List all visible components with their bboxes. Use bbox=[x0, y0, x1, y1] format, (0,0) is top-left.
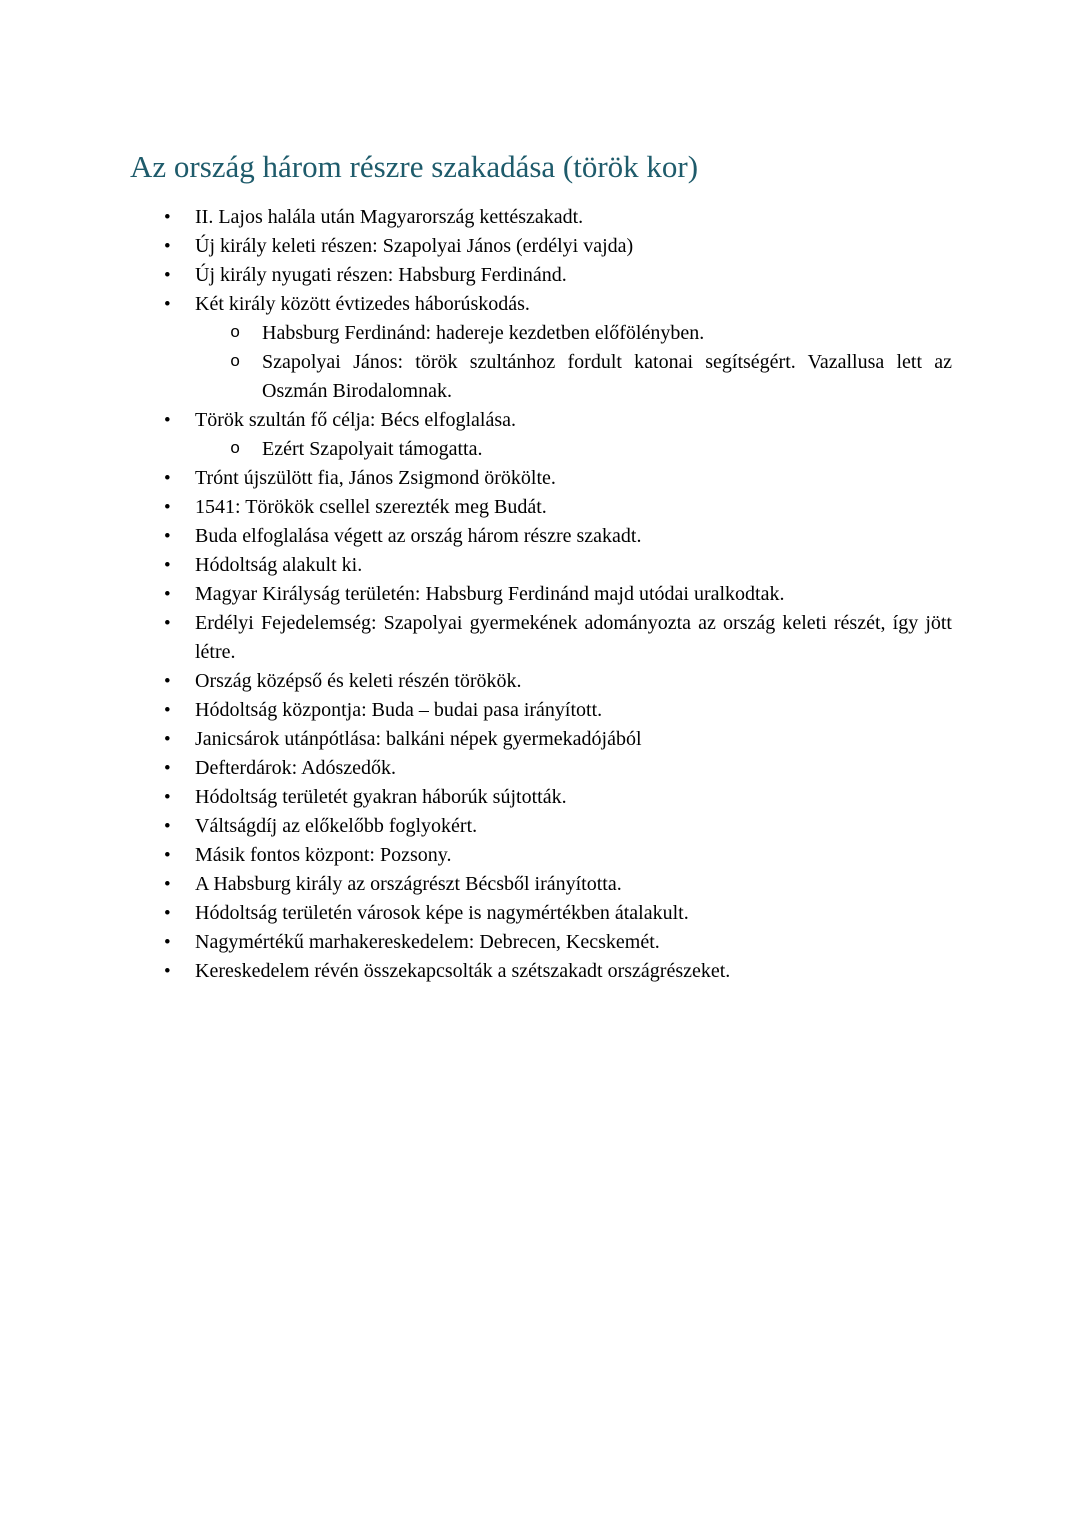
bullet-icon: • bbox=[164, 960, 171, 982]
list-item-text: Hódoltság területén városok képe is nagymértékben átalakult. bbox=[195, 901, 689, 924]
bullet-icon: • bbox=[164, 902, 171, 924]
list-item-text: Két király között évtizedes háborúskodás. bbox=[195, 292, 530, 315]
list-item-text: Hódoltság központja: Buda – budai pasa irányított. bbox=[195, 698, 603, 721]
bullet-icon: • bbox=[164, 931, 171, 953]
list-item bbox=[130, 348, 952, 406]
bullet-icon: • bbox=[164, 293, 171, 315]
list-item bbox=[130, 870, 952, 899]
bullet-icon: • bbox=[164, 670, 171, 692]
bullet-icon: • bbox=[164, 264, 171, 286]
list-item bbox=[130, 464, 952, 493]
bullet-icon: • bbox=[164, 235, 171, 257]
list-item bbox=[130, 203, 952, 232]
bullet-icon: • bbox=[164, 844, 171, 866]
list-item bbox=[130, 609, 952, 667]
bullet-icon: • bbox=[164, 728, 171, 750]
sub-bullet-icon: o bbox=[230, 352, 241, 372]
list-item-text: Hódoltság területét gyakran háborúk sújtották. bbox=[195, 785, 567, 808]
bullet-icon: • bbox=[164, 612, 171, 634]
notes-list bbox=[130, 203, 952, 986]
list-item bbox=[130, 261, 952, 290]
list-item bbox=[130, 290, 952, 319]
sub-bullet-icon: o bbox=[230, 439, 241, 459]
list-item bbox=[130, 812, 952, 841]
list-item-text: Janicsárok utánpótlása: balkáni népek gyermekadójából bbox=[195, 727, 642, 750]
bullet-icon: • bbox=[164, 496, 171, 518]
list-item-text: Trónt újszülött fia, János Zsigmond örökölte. bbox=[195, 466, 556, 489]
list-item-text: Új király keleti részen: Szapolyai János (erdélyi vajda) bbox=[195, 234, 634, 257]
list-item bbox=[130, 754, 952, 783]
bullet-icon: • bbox=[164, 467, 171, 489]
list-item bbox=[130, 928, 952, 957]
bullet-icon: • bbox=[164, 815, 171, 837]
page-title: Az ország három részre szakadása (török kor) bbox=[130, 149, 699, 184]
bullet-icon: • bbox=[164, 757, 171, 779]
list-item-text: 1541: Törökök csellel szerezték meg Budát. bbox=[195, 495, 547, 518]
bullet-icon: • bbox=[164, 583, 171, 605]
list-item-text: Nagymértékű marhakereskedelem: Debrecen, Kecskemét. bbox=[195, 930, 660, 953]
bullet-icon: • bbox=[164, 525, 171, 547]
list-item bbox=[130, 435, 952, 464]
list-item-text: Ország középső és keleti részén törökök. bbox=[195, 669, 522, 692]
list-item-text: Török szultán fő célja: Bécs elfoglalása. bbox=[195, 408, 516, 431]
list-item-text: II. Lajos halála után Magyarország kettészakadt. bbox=[195, 205, 584, 228]
list-item bbox=[130, 667, 952, 696]
list-item bbox=[130, 725, 952, 754]
list-item bbox=[130, 551, 952, 580]
list-item-text: Defterdárok: Adószedők. bbox=[195, 756, 397, 779]
list-item bbox=[130, 232, 952, 261]
list-item-text: Váltságdíj az előkelőbb foglyokért. bbox=[195, 814, 478, 837]
list-item-text: Habsburg Ferdinánd: hadereje kezdetben előfölényben. bbox=[262, 321, 705, 344]
list-item bbox=[130, 406, 952, 435]
list-item-text: Ezért Szapolyait támogatta. bbox=[262, 437, 483, 460]
list-item bbox=[130, 580, 952, 609]
bullet-icon: • bbox=[164, 409, 171, 431]
bullet-icon: • bbox=[164, 873, 171, 895]
list-item-text: Hódoltság alakult ki. bbox=[195, 553, 363, 576]
list-item-text: Új király nyugati részen: Habsburg Ferdinánd. bbox=[195, 263, 567, 286]
list-item bbox=[130, 522, 952, 551]
list-item bbox=[130, 319, 952, 348]
list-item bbox=[130, 899, 952, 928]
list-item-text: Erdélyi Fejedelemség: Szapolyai gyermekének adományozta az ország keleti részét, így jött létre. bbox=[195, 611, 952, 663]
list-item-text: A Habsburg király az országrészt Bécsből irányította. bbox=[195, 872, 622, 895]
list-item-text: Magyar Királyság területén: Habsburg Ferdinánd majd utódai uralkodtak. bbox=[195, 582, 785, 605]
bullet-icon: • bbox=[164, 786, 171, 808]
list-item-text: Kereskedelem révén összekapcsolták a szétszakadt országrészeket. bbox=[195, 959, 731, 982]
list-item bbox=[130, 493, 952, 522]
list-item-text: Buda elfoglalása végett az ország három részre szakadt. bbox=[195, 524, 642, 547]
bullet-icon: • bbox=[164, 699, 171, 721]
list-item bbox=[130, 841, 952, 870]
list-item-text: Szapolyai János: török szultánhoz fordult katonai segítségért. Vazallusa lett az Oszmán Birodalomnak. bbox=[262, 350, 952, 402]
list-item bbox=[130, 696, 952, 725]
sub-bullet-icon: o bbox=[230, 323, 241, 343]
list-item-text: Másik fontos központ: Pozsony. bbox=[195, 843, 452, 866]
list-item bbox=[130, 783, 952, 812]
bullet-icon: • bbox=[164, 206, 171, 228]
bullet-icon: • bbox=[164, 554, 171, 576]
list-item bbox=[130, 957, 952, 986]
